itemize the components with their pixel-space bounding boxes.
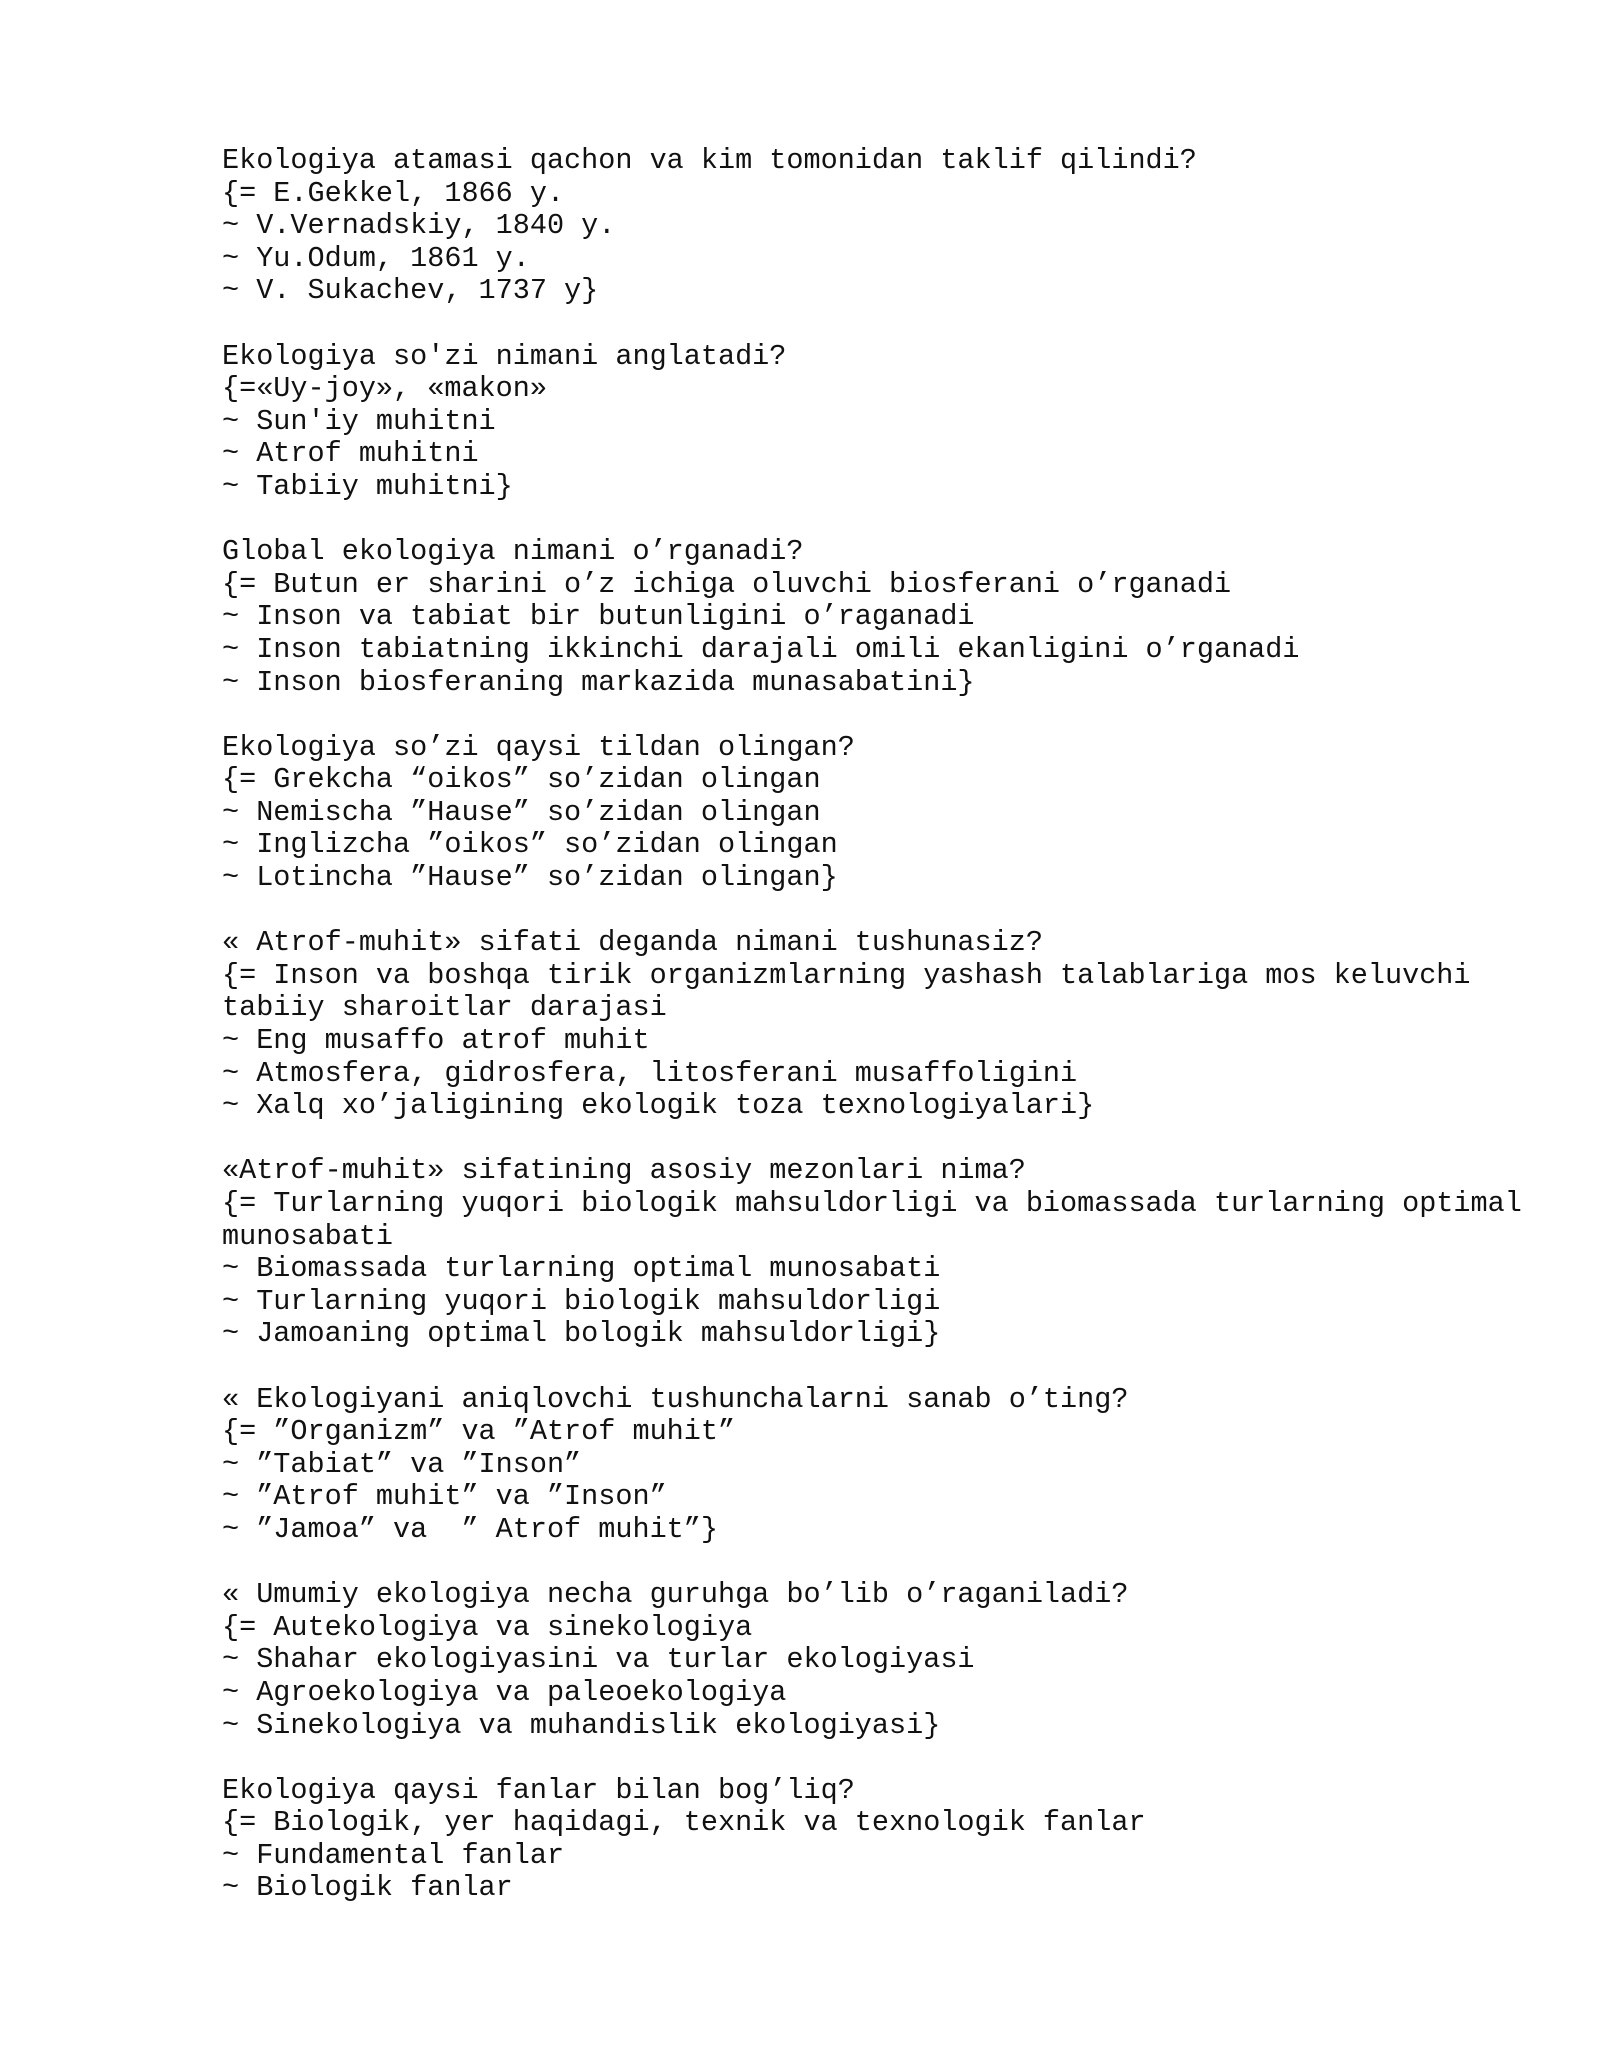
question-block [222, 732, 1522, 895]
answer-option-line: ~ Inson tabiatning ikkinchi darajali omili ekanligini o’rganadi [222, 632, 1300, 666]
question-text: « Ekologiyani aniqlovchi tushunchalarni sanab o’ting? [222, 1382, 1129, 1416]
question-block [222, 341, 1522, 504]
correct-answer-line: {=«Uy-joy», «makon» [222, 372, 547, 406]
question-text: « Atrof-muhit» sifati deganda nimani tushunasiz? [222, 926, 1043, 960]
answer-option-line: ~ Yu.Odum, 1861 y. [222, 241, 530, 275]
question-block [222, 1579, 1522, 1742]
answer-option-line: ~ Inglizcha ”oikos” so’zidan olingan [222, 828, 838, 862]
question-block [222, 1775, 1522, 1905]
answer-option-line: ~ Fundamental fanlar [222, 1838, 565, 1872]
answer-option-line: ~ Agroekologiya va paleoekologiya [222, 1675, 787, 1709]
question-block [222, 145, 1522, 308]
document-body [222, 144, 1539, 1938]
answer-option-line: ~ ”Jamoa” va ” Atrof muhit”} [222, 1512, 718, 1546]
question-block [222, 927, 1522, 1123]
answer-option-line: ~ Biomassada turlarning optimal munosabati [222, 1252, 941, 1286]
answer-option-line: ~ Turlarning yuqori biologik mahsuldorligi [222, 1284, 941, 1318]
question-text: «Atrof-muhit» sifatining asosiy mezonlari nima? [222, 1154, 1026, 1188]
answer-option-line: ~ Sun'iy muhitni [222, 404, 496, 438]
answer-option-line: ~ ”Tabiat” va ”Inson” [222, 1447, 582, 1481]
correct-answer-line: {= Grekcha “oikos” so’zidan olingan [222, 763, 821, 797]
answer-option-line: ~ Inson va tabiat bir butunligini o’raganadi [222, 600, 975, 634]
answer-option-line: ~ V. Sukachev, 1737 y} [222, 274, 599, 308]
question-text: Ekologiya qaysi fanlar bilan bog’liq? [222, 1773, 855, 1807]
question-block [222, 536, 1522, 699]
question-text: Global ekologiya nimani o’rganadi? [222, 535, 804, 569]
correct-answer-line: {= Butun er sharini o’z ichiga oluvchi biosferani o’rganadi [222, 567, 1232, 601]
answer-option-line: ~ Jamoaning optimal bologik mahsuldorligi} [222, 1317, 941, 1351]
answer-option-line: ~ Tabiiy muhitni} [222, 469, 513, 503]
correct-answer-line: {= ”Organizm” va ”Atrof muhit” [222, 1415, 736, 1449]
correct-answer-line: {= Autekologiya va sinekologiya [222, 1610, 753, 1644]
correct-answer-line: {= Biologik, yer haqidagi, texnik va texnologik fanlar [222, 1806, 1146, 1840]
question-text: « Umumiy ekologiya necha guruhga bo’lib o’raganiladi? [222, 1578, 1129, 1612]
answer-option-line: ~ Atrof muhitni [222, 437, 479, 471]
answer-option-line: ~ ”Atrof muhit” va ”Inson” [222, 1480, 667, 1514]
answer-option-line: ~ Lotincha ”Hause” so’zidan olingan} [222, 861, 838, 895]
question-text: Ekologiya so'zi nimani anglatadi? [222, 339, 787, 373]
answer-option-line: ~ Nemischa ”Hause” so’zidan olingan [222, 795, 821, 829]
question-text: Ekologiya so’zi qaysi tildan olingan? [222, 730, 855, 764]
question-block [222, 1154, 1539, 1351]
correct-answer-line: {= Turlarning yuqori biologik mahsuldorligi va biomassada turlarning optimal munosabati [222, 1187, 1539, 1253]
answer-option-line: ~ Inson biosferaning markazida munasabatini} [222, 665, 975, 699]
answer-option-line: ~ Shahar ekologiyasini va turlar ekologiyasi [222, 1643, 975, 1677]
answer-option-line: ~ Atmosfera, gidrosfera, litosferani musaffoligini [222, 1056, 1078, 1090]
answer-option-line: ~ V.Vernadskiy, 1840 y. [222, 209, 616, 243]
answer-option-line: ~ Biologik fanlar [222, 1871, 513, 1905]
question-text: Ekologiya atamasi qachon va kim tomonidan taklif qilindi? [222, 144, 1197, 177]
correct-answer-line: {= E.Gekkel, 1866 y. [222, 176, 565, 210]
answer-option-line: ~ Xalq xo’jaligining ekologik toza texnologiyalari} [222, 1089, 1095, 1123]
answer-option-line: ~ Sinekologiya va muhandislik ekologiyasi} [222, 1708, 941, 1742]
question-block [222, 1384, 1522, 1547]
answer-option-line: ~ Eng musaffo atrof muhit [222, 1024, 650, 1058]
correct-answer-line: {= Inson va boshqa tirik organizmlarning yashash talablariga mos keluvchi tabiiy sharoitlar darajasi [222, 958, 1488, 1025]
